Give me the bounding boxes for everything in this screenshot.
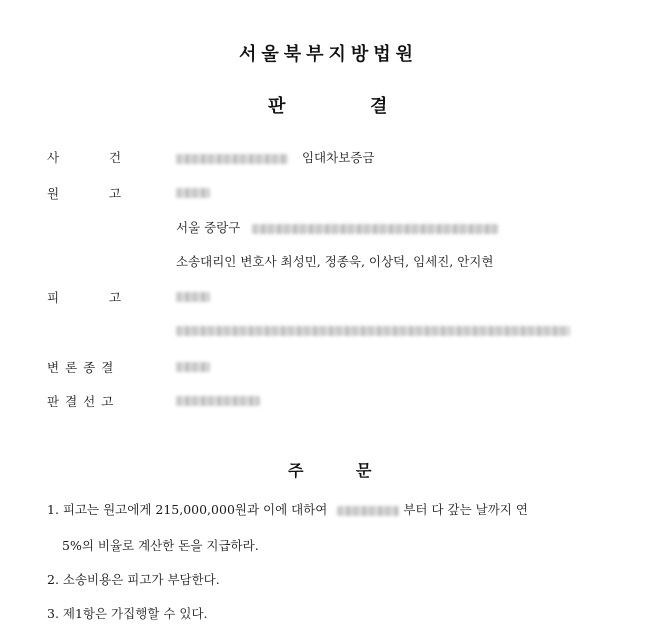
closing-date [176, 358, 210, 373]
closing-label: 변론종결 [47, 360, 120, 375]
order-title: 주 문 [288, 461, 372, 480]
case-value [176, 148, 374, 166]
order-item-1-cont: 5%의 비율로 계산한 돈을 지급하라. [62, 538, 259, 553]
case-name: 임대차보증금 [301, 150, 375, 165]
plaintiff-name [176, 184, 210, 199]
case-row [0, 148, 657, 170]
redacted-judgment-date [176, 396, 260, 406]
plaintiff-counsel: 소송대리인 변호사 최성민, 정종욱, 이상덕, 임세진, 안지현 [176, 254, 494, 269]
defendant-row [0, 288, 657, 310]
judgment-label: 판결선고 [47, 394, 120, 409]
closing-row [0, 358, 657, 380]
judgment-date [176, 392, 260, 407]
order-item-3: 3. 제1항은 가집행할 수 있다. [47, 606, 208, 621]
redacted-defendant-address [176, 326, 570, 336]
order-item-2: 2. 소송비용은 피고가 부담한다. [47, 572, 220, 587]
defendant-label: 피 고 [47, 290, 122, 305]
redacted-plaintiff-address [252, 224, 498, 234]
redacted-case-number [176, 154, 288, 164]
plaintiff-address-row [0, 218, 657, 240]
case-label: 사 건 [47, 150, 122, 165]
redacted-defendant-name [176, 292, 210, 302]
plaintiff-label: 원 고 [47, 186, 122, 201]
defendant-address [176, 322, 570, 337]
defendant-address-row [0, 322, 657, 344]
court-name: 서울북부지방법원 [238, 44, 419, 65]
redacted-closing-date [176, 362, 210, 372]
plaintiff-counsel-row [0, 252, 657, 274]
defendant-name [176, 288, 210, 303]
plaintiff-address: 서울 중랑구 [176, 218, 498, 236]
judgment-row [0, 392, 657, 414]
title-char-right: 결 [370, 96, 388, 117]
plaintiff-row [0, 184, 657, 206]
title-char-left: 판 [268, 96, 286, 117]
order-item-1: 1. 피고는 원고에게 215,000,000원과 이에 대하여 부터 다 갚는 날까지 연 [47, 502, 528, 517]
redacted-plaintiff-name [176, 188, 210, 198]
redacted-date [337, 506, 399, 516]
document-title [0, 92, 657, 116]
